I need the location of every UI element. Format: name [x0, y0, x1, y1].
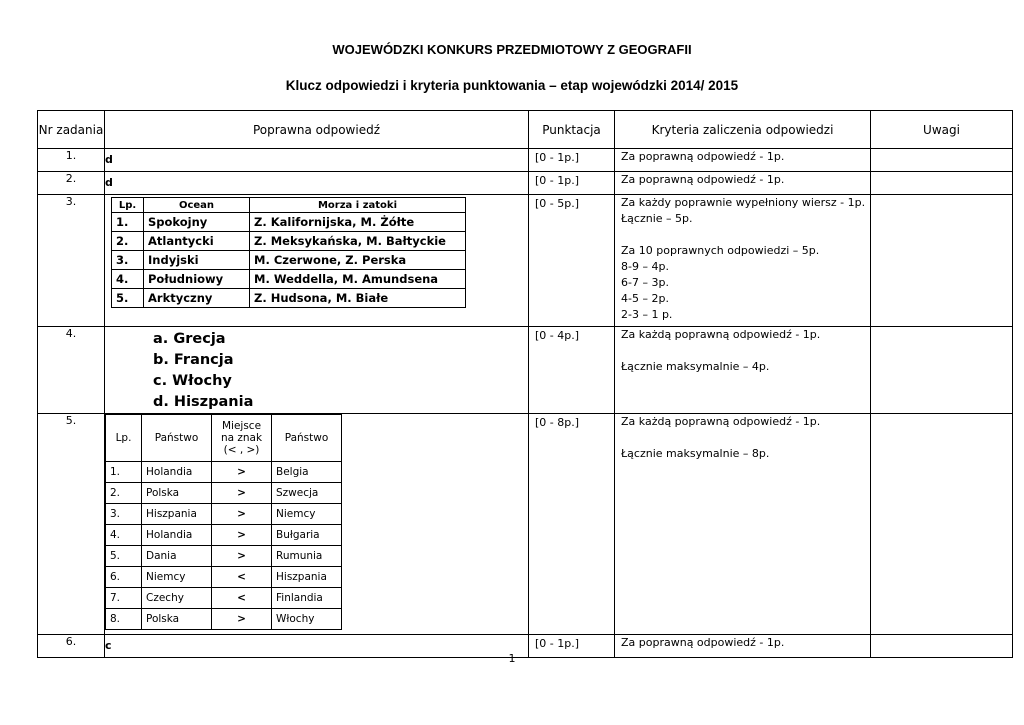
oceans-seas: M. Weddella, M. Amundsena — [250, 270, 466, 289]
header-nr: Nr zadania — [38, 111, 105, 149]
comparison-row — [106, 567, 342, 588]
oceans-seas: Z. Meksykańska, M. Bałtyckie — [250, 232, 466, 251]
oceans-ocean: Atlantycki — [144, 232, 250, 251]
oceans-ocean: Spokojny — [144, 213, 250, 232]
criteria-line: Za 10 poprawnych odpowiedzi – 5p. — [621, 244, 820, 257]
comparison-sign: < — [212, 588, 272, 609]
list-item: a. Grecja — [153, 331, 226, 347]
oceans-lp: 2. — [112, 232, 144, 251]
oceans-ocean: Indyjski — [144, 251, 250, 270]
comparison-header-country: Państwo — [142, 415, 212, 462]
oceans-row — [112, 213, 466, 232]
oceans-row — [112, 270, 466, 289]
row-criteria — [615, 195, 871, 327]
comparison-lp: 2. — [106, 483, 142, 504]
comparison-country2: Niemcy — [272, 504, 342, 525]
criteria-line: Za poprawną odpowiedź - 1p. — [621, 173, 785, 186]
row-number: 5. — [38, 414, 105, 635]
list-item: d. Hiszpania — [153, 394, 254, 410]
row-points: [0 - 1p.] — [529, 172, 615, 195]
table-row — [38, 149, 1013, 172]
comparison-sign: > — [212, 546, 272, 567]
table-row — [38, 327, 1013, 414]
comparison-row — [106, 462, 342, 483]
comparison-country2: Finlandia — [272, 588, 342, 609]
oceans-header-seas: Morza i zatoki — [250, 198, 466, 213]
criteria-line: 2-3 – 1 p. — [621, 308, 673, 321]
criteria-line: Za każdą poprawną odpowiedź - 1p. — [621, 415, 821, 428]
list-item: c. Włochy — [153, 373, 232, 389]
comparison-country: Dania — [142, 546, 212, 567]
comparison-country2: Hiszpania — [272, 567, 342, 588]
comparison-sign: > — [212, 609, 272, 630]
comparison-header-sign: Miejsce na znak (< , >) — [212, 415, 272, 462]
comparison-sign: > — [212, 462, 272, 483]
table-row — [38, 172, 1013, 195]
table-row — [38, 195, 1013, 327]
comparison-lp: 8. — [106, 609, 142, 630]
comparison-lp: 1. — [106, 462, 142, 483]
countries-list — [105, 327, 528, 413]
row-answer — [105, 327, 529, 414]
row-notes — [871, 149, 1013, 172]
comparison-lp: 4. — [106, 525, 142, 546]
oceans-seas: Z. Kalifornijska, M. Żółte — [250, 213, 466, 232]
row-notes — [871, 195, 1013, 327]
row-notes — [871, 172, 1013, 195]
criteria-line: Łącznie maksymalnie – 4p. — [621, 360, 770, 373]
criteria-line: Za każdy poprawnie wypełniony wiersz - 1p. — [621, 196, 866, 209]
comparison-row — [106, 546, 342, 567]
oceans-row — [112, 232, 466, 251]
oceans-lp: 3. — [112, 251, 144, 270]
row-points: [0 - 8p.] — [529, 414, 615, 635]
row-answer: d — [105, 149, 529, 172]
countries-comparison-table — [105, 414, 342, 630]
row-number: 4. — [38, 327, 105, 414]
row-answer — [105, 414, 529, 635]
oceans-ocean: Arktyczny — [144, 289, 250, 308]
comparison-lp: 5. — [106, 546, 142, 567]
criteria-line: Za poprawną odpowiedź - 1p. — [621, 150, 785, 163]
row-criteria — [615, 327, 871, 414]
list-item: b. Francja — [153, 352, 234, 368]
comparison-country: Hiszpania — [142, 504, 212, 525]
oceans-seas: M. Czerwone, Z. Perska — [250, 251, 466, 270]
row-criteria — [615, 149, 871, 172]
oceans-header-ocean: Ocean — [144, 198, 250, 213]
header-notes: Uwagi — [871, 111, 1013, 149]
header-row — [38, 111, 1013, 149]
row-number: 3. — [38, 195, 105, 327]
criteria-line: Za poprawną odpowiedź - 1p. — [621, 636, 785, 649]
comparison-lp: 3. — [106, 504, 142, 525]
comparison-country2: Bułgaria — [272, 525, 342, 546]
comparison-header-lp: Lp. — [106, 415, 142, 462]
comparison-row — [106, 588, 342, 609]
row-number: 2. — [38, 172, 105, 195]
comparison-sign: > — [212, 483, 272, 504]
row-criteria — [615, 414, 871, 635]
criteria-line: Za każdą poprawną odpowiedź - 1p. — [621, 328, 821, 341]
comparison-country: Polska — [142, 483, 212, 504]
criteria-line: Łącznie – 5p. — [621, 212, 693, 225]
answer-key-table — [37, 110, 1013, 658]
row-criteria — [615, 172, 871, 195]
comparison-country: Holandia — [142, 525, 212, 546]
comparison-country2: Rumunia — [272, 546, 342, 567]
row-notes — [871, 414, 1013, 635]
comparison-lp: 7. — [106, 588, 142, 609]
row-number: 6. — [38, 635, 105, 658]
comparison-row — [106, 483, 342, 504]
row-points: [0 - 1p.] — [529, 149, 615, 172]
oceans-row — [112, 289, 466, 308]
comparison-country2: Belgia — [272, 462, 342, 483]
comparison-row — [106, 504, 342, 525]
comparison-country: Czechy — [142, 588, 212, 609]
comparison-sign: > — [212, 504, 272, 525]
comparison-country2: Szwecja — [272, 483, 342, 504]
comparison-country: Niemcy — [142, 567, 212, 588]
oceans-seas: Z. Hudsona, M. Białe — [250, 289, 466, 308]
header-criteria: Kryteria zaliczenia odpowiedzi — [615, 111, 871, 149]
oceans-seas-table — [111, 197, 466, 308]
oceans-row — [112, 251, 466, 270]
table-row — [38, 414, 1013, 635]
criteria-line: 6-7 – 3p. — [621, 276, 669, 289]
row-notes — [871, 327, 1013, 414]
document-subtitle: Klucz odpowiedzi i kryteria punktowania – etap wojewódzki 2014/ 2015 — [285, 78, 739, 93]
oceans-ocean: Południowy — [144, 270, 250, 289]
comparison-row — [106, 525, 342, 546]
header-points: Punktacja — [529, 111, 615, 149]
comparison-lp: 6. — [106, 567, 142, 588]
row-number: 1. — [38, 149, 105, 172]
page-number: 1 — [508, 652, 516, 665]
oceans-lp: 5. — [112, 289, 144, 308]
oceans-lp: 1. — [112, 213, 144, 232]
row-points: [0 - 5p.] — [529, 195, 615, 327]
comparison-country: Polska — [142, 609, 212, 630]
comparison-country: Holandia — [142, 462, 212, 483]
comparison-row — [106, 609, 342, 630]
criteria-line: 4-5 – 2p. — [621, 292, 669, 305]
comparison-header-country2: Państwo — [272, 415, 342, 462]
comparison-sign: > — [212, 525, 272, 546]
row-answer: c — [105, 635, 529, 658]
criteria-line: 8-9 – 4p. — [621, 260, 669, 273]
comparison-country2: Włochy — [272, 609, 342, 630]
header-answer: Poprawna odpowiedź — [105, 111, 529, 149]
row-points: [0 - 4p.] — [529, 327, 615, 414]
row-answer: d — [105, 172, 529, 195]
document-title: WOJEWÓDZKI KONKURS PRZEDMIOTOWY Z GEOGRAFII — [332, 42, 692, 57]
oceans-header-lp: Lp. — [112, 198, 144, 213]
row-answer — [105, 195, 529, 327]
comparison-sign: < — [212, 567, 272, 588]
row-points: [0 - 1p.] — [529, 635, 615, 658]
oceans-lp: 4. — [112, 270, 144, 289]
criteria-line: Łącznie maksymalnie – 8p. — [621, 447, 770, 460]
